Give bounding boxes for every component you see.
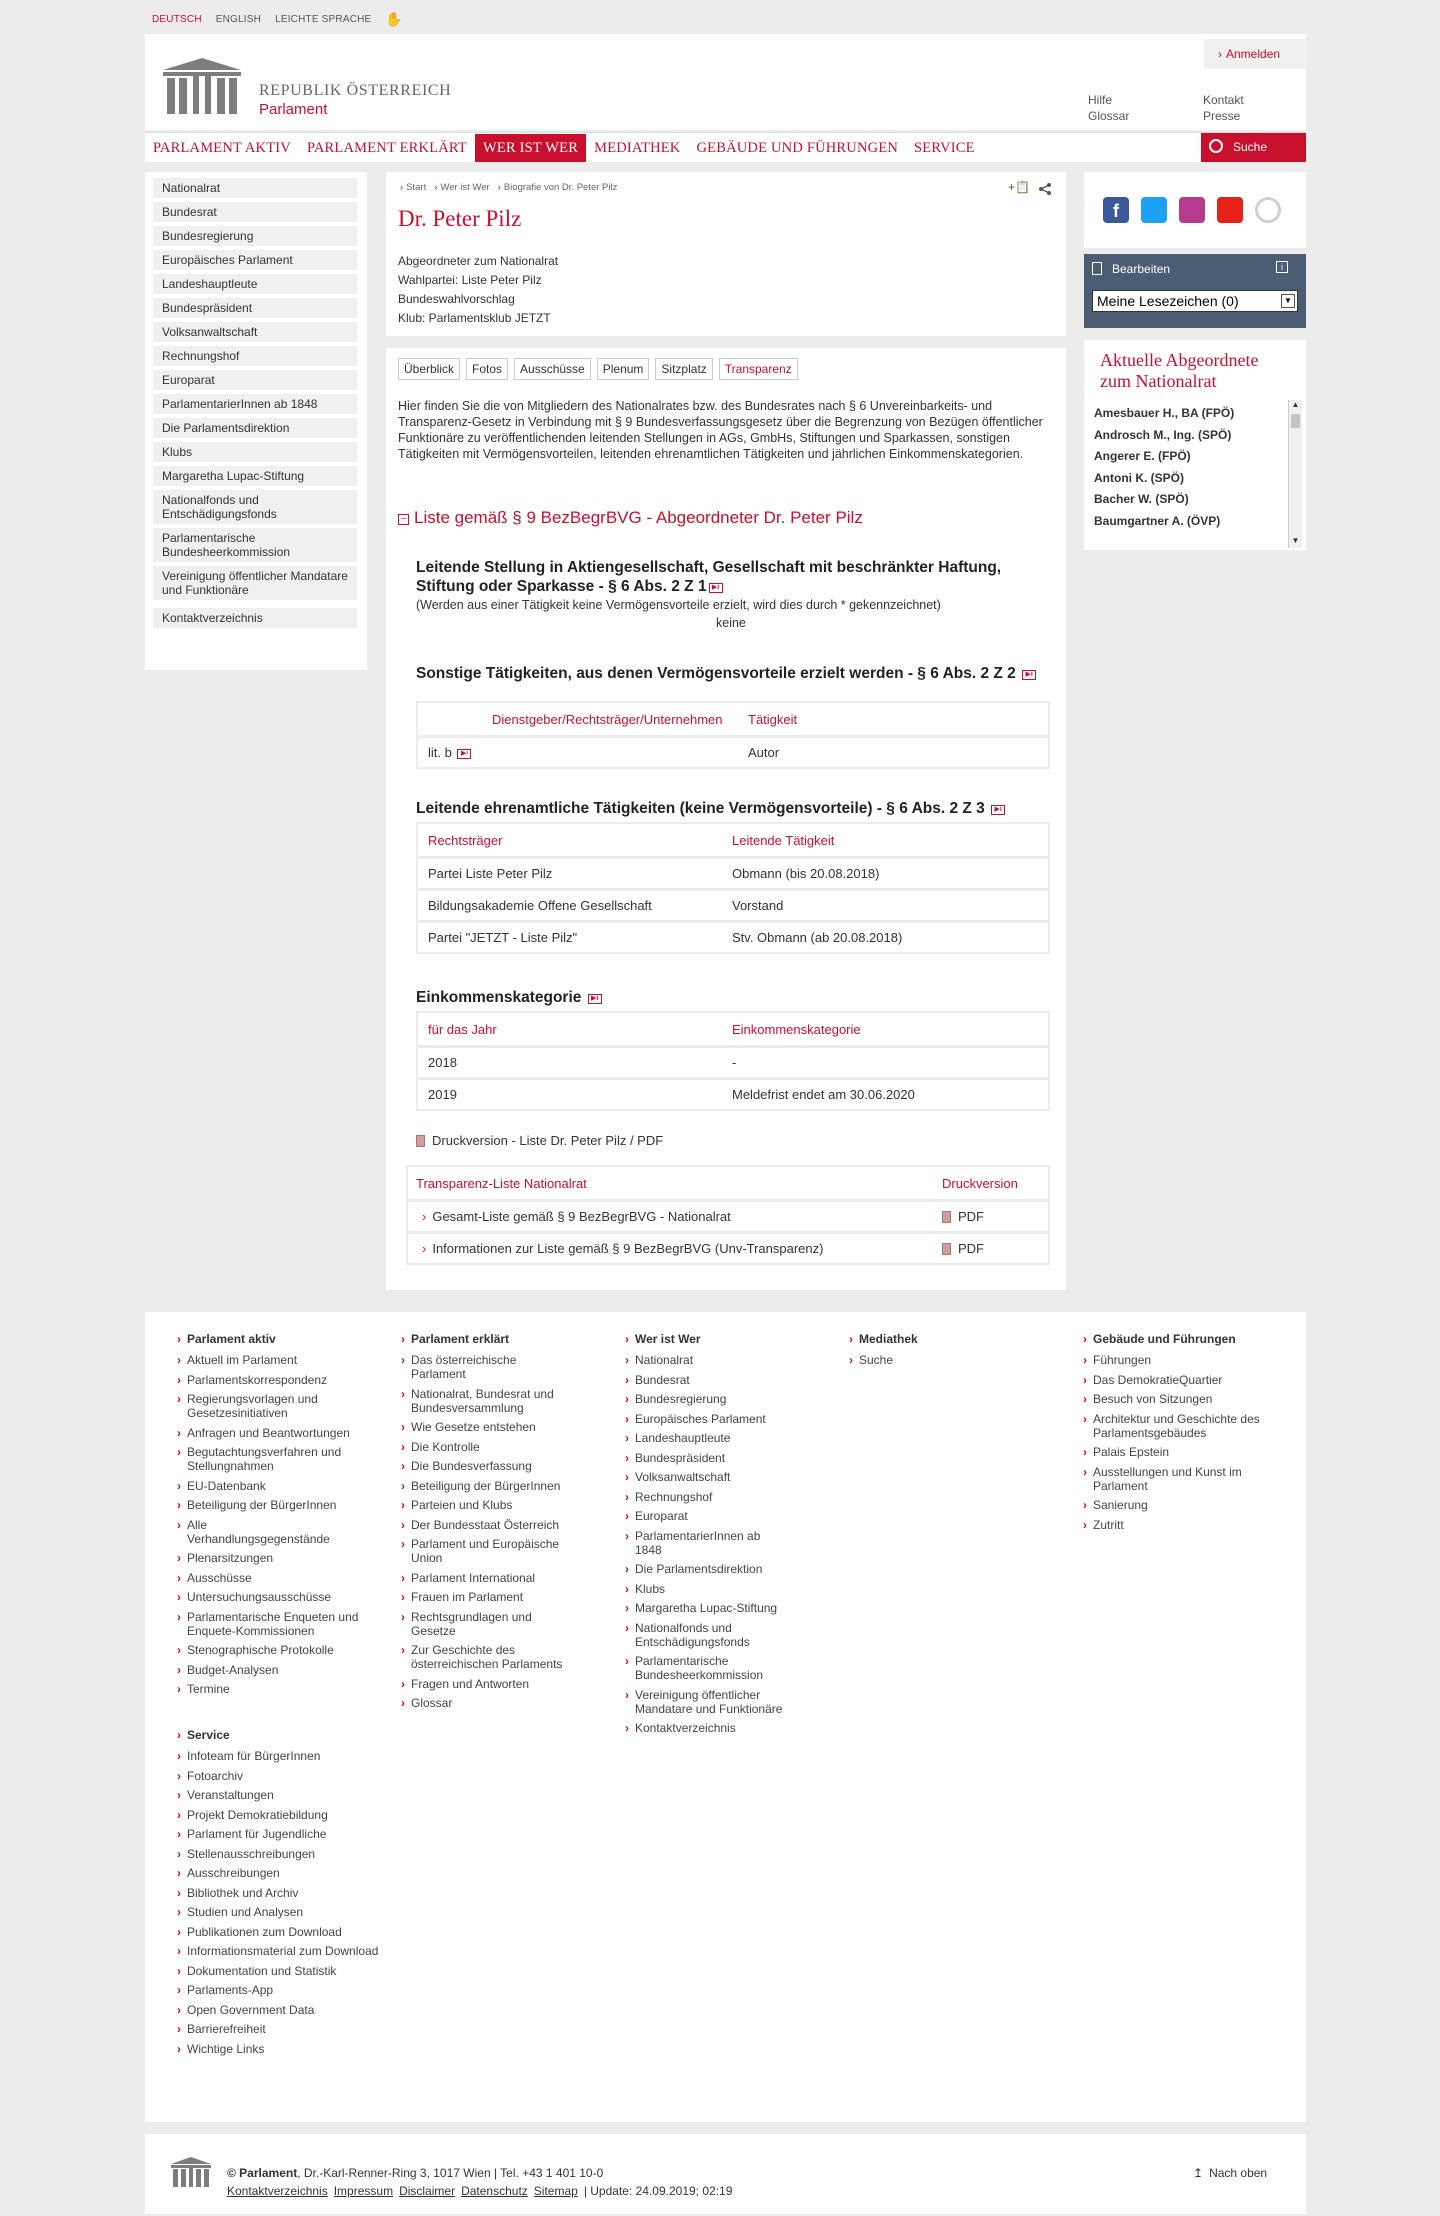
pdf-icon (942, 1243, 951, 1255)
footer-link[interactable]: › Regierungsvorlagen und Gesetzesinitiativen (187, 1392, 367, 1420)
ehrenamt-title: Leitende ehrenamtliche Tätigkeiten (keine Vermögensvorteile) - § 6 Abs. 2 Z 3 (416, 800, 985, 817)
page-title: Dr. Peter Pilz (398, 206, 522, 231)
pdf-link[interactable]: PDF (958, 1241, 984, 1256)
footer-link[interactable]: › Bundespräsident (635, 1451, 815, 1465)
footer-link[interactable]: › Budget-Analysen (187, 1663, 367, 1677)
sidebar-item-lupac[interactable]: Margaretha Lupac-Stiftung (153, 466, 357, 486)
footer-link[interactable]: › Publikationen zum Download (187, 1925, 367, 1939)
footer-address (227, 2166, 603, 2180)
help-links (1088, 92, 1129, 124)
footer-link[interactable]: › Beteiligung der BürgerInnen (187, 1498, 367, 1512)
members-list (1094, 403, 1284, 550)
table-row (418, 1045, 1048, 1077)
member-link[interactable]: Antoni K. (SPÖ) (1094, 470, 1184, 485)
sidebar-item-bundespraesident[interactable]: Bundespräsident (153, 298, 357, 318)
footer-col-parlament-aktiv (187, 1332, 379, 2061)
profile-tabs (398, 358, 798, 380)
press-link[interactable]: Presse (1203, 109, 1241, 123)
footer-link[interactable]: › Die Kontrolle (411, 1440, 591, 1454)
footer-link[interactable]: › Besuch von Sitzungen (1093, 1392, 1273, 1406)
breadcrumb-current: › Biografie von Dr. Peter Pilz (498, 182, 618, 193)
table-cell: Obmann (bis 20.08.2018) (732, 866, 880, 881)
table-header (418, 824, 1048, 856)
footer-link[interactable]: › Parlament und Europäische Union (411, 1537, 581, 1565)
person-details (398, 252, 558, 328)
leitende-stellung-note: (Werden aus einer Tätigkeit keine Vermögensvorteile erzielt, wird dies durch * gekennzeichnet) (416, 598, 941, 612)
footer-link[interactable]: › Projekt Demokratiebildung (187, 1808, 367, 1822)
member-link[interactable]: Androsch M., Ing. (SPÖ) (1094, 427, 1232, 442)
pdf-icon (942, 1211, 951, 1223)
table-cell: lit. b (428, 745, 452, 760)
footer-link[interactable]: › Fotoarchiv (187, 1769, 367, 1783)
footer-link[interactable]: › Termine (187, 1682, 367, 1696)
footer-link[interactable]: › Wichtige Links (187, 2042, 367, 2056)
footer-link[interactable]: › Alle Verhandlungsgegenstände (187, 1518, 347, 1546)
breadcrumb (400, 182, 617, 193)
table-cell: Partei "JETZT - Liste Pilz" (428, 930, 578, 945)
sonstige-table (416, 701, 1050, 769)
footer-link[interactable]: › Glossar (411, 1696, 591, 1710)
nav-mediathek[interactable]: MEDIATHEK (594, 139, 681, 156)
logo-title: REPUBLIK ÖSTERREICH (259, 82, 452, 99)
back-to-top-label: Nach oben (1209, 2166, 1268, 2180)
youtube-icon[interactable] (1217, 197, 1243, 223)
nav-parlament-aktiv[interactable]: PARLAMENT AKTIV (153, 139, 291, 156)
sidebar (145, 172, 367, 670)
parliament-logo-small-icon (169, 2156, 213, 2191)
twitter-icon[interactable] (1141, 197, 1167, 223)
address: , Dr.-Karl-Renner-Ring 3, 1017 Wien | Tel. +43 1 401 10-0 (297, 2166, 604, 2180)
footer-link[interactable]: › Vereinigung öffentlicher Mandatare und Funktionäre (635, 1688, 805, 1716)
footer-col-gebaeude (1093, 1332, 1273, 1537)
flickr-icon[interactable] (1255, 197, 1281, 223)
nav-wer-ist-wer[interactable]: WER IST WER (475, 134, 586, 162)
info-icon[interactable]: ▶i (991, 805, 1005, 815)
footer-link[interactable]: › Kontaktverzeichnis (635, 1721, 815, 1735)
breadcrumb-wer-ist-wer[interactable]: › Wer ist Wer (434, 182, 489, 193)
footer-link[interactable]: › Das österreichische Parlament (411, 1353, 551, 1381)
sidebar-item-vereinigung[interactable]: Vereinigung öffentlicher Mandatare und Funktionäre (153, 566, 357, 600)
bearbeiten-label[interactable]: Bearbeiten (1112, 262, 1171, 276)
footer-link[interactable]: › Rechnungshof (635, 1490, 815, 1504)
column-header: Einkommenskategorie (732, 1021, 861, 1037)
logo-subtitle: Parlament (259, 101, 328, 118)
language-bar (152, 11, 404, 28)
sidebar-item-parlamentsdirektion[interactable]: Die Parlamentsdirektion (153, 418, 357, 438)
member-link[interactable]: Baumgartner A. (ÖVP) (1094, 513, 1221, 528)
main-navigation (145, 132, 1306, 162)
table-header (408, 1167, 1048, 1199)
transparenz-table (406, 1165, 1050, 1265)
sidebar-item-bundesheerkommission[interactable]: Parlamentarische Bundesheerkommission (153, 528, 357, 562)
chevron-up-icon[interactable]: ▲ (1291, 400, 1300, 409)
sidebar-item-klubs[interactable]: Klubs (153, 442, 357, 462)
transparenz-link[interactable]: Informationen zur Liste gemäß § 9 BezBegrBVG (Unv-Transparenz) (432, 1241, 824, 1256)
sidebar-item-parlamentarier[interactable]: ParlamentarierInnen ab 1848 (153, 394, 357, 414)
footer-link[interactable]: › Stenographische Protokolle (187, 1643, 367, 1657)
members-scrollbar[interactable] (1288, 400, 1302, 548)
column-header: Tätigkeit (748, 711, 798, 727)
footer-link[interactable]: › Europäisches Parlament (635, 1412, 815, 1426)
instagram-icon[interactable] (1179, 197, 1205, 223)
main-content (386, 348, 1066, 1290)
tab-ausschuesse[interactable]: Ausschüsse (514, 358, 591, 380)
info-icon[interactable]: i (1276, 261, 1288, 273)
footer-link[interactable]: › Beteiligung der BürgerInnen (411, 1479, 591, 1493)
footer-link[interactable]: › Bundesrat (635, 1373, 815, 1387)
site-header (145, 34, 1306, 130)
contact-links (1203, 92, 1244, 124)
footer-link[interactable]: › Untersuchungsausschüsse (187, 1590, 367, 1604)
footer-link[interactable]: › Margaretha Lupac-Stiftung (635, 1601, 815, 1615)
person-card (386, 172, 1066, 336)
member-link[interactable]: Bacher W. (SPÖ) (1094, 492, 1189, 506)
footer-link[interactable]: › Ausschüsse (187, 1571, 367, 1585)
nav-gebaeude[interactable]: GEBÄUDE UND FÜHRUNGEN (696, 139, 899, 156)
copyright: © Parlament (227, 2166, 298, 2180)
footer-link[interactable]: › Volksanwaltschaft (635, 1470, 815, 1484)
info-icon[interactable]: ▶i (457, 749, 471, 759)
footer-link[interactable]: › Das DemokratieQuartier (1093, 1373, 1273, 1387)
breadcrumb-start[interactable]: › Start (400, 182, 426, 193)
footer-link[interactable]: › Bibliothek und Archiv (187, 1886, 367, 1900)
info-icon[interactable]: ▶i (1022, 670, 1036, 680)
nav-parlament-erklaert[interactable]: PARLAMENT ERKLÄRT (306, 139, 467, 156)
footer-col-title[interactable]: › Wer ist Wer (635, 1332, 815, 1346)
nav-service[interactable]: SERVICE (914, 139, 975, 156)
footer-link[interactable]: › Zutritt (1093, 1518, 1273, 1532)
table-cell: Partei Liste Peter Pilz (428, 866, 553, 881)
bookmarks-select[interactable] (1092, 290, 1298, 312)
footer-link[interactable]: › Parteien und Klubs (411, 1498, 591, 1512)
table-row (418, 1077, 1048, 1109)
lang-english[interactable]: ENGLISH (215, 14, 262, 25)
einkommen-title: Einkommenskategorie (416, 989, 582, 1006)
column-header: Druckversion (942, 1175, 1018, 1191)
table-row (418, 735, 1048, 767)
sidebar-item-europaeisches-parlament[interactable]: Europäisches Parlament (153, 250, 357, 270)
sonstige-heading (416, 664, 1046, 683)
table-cell: 2019 (428, 1087, 457, 1102)
disclaimer-link[interactable]: Disclaimer (399, 2184, 456, 2198)
scrollbar-thumb[interactable] (1291, 414, 1300, 428)
footer-link[interactable]: › Studien und Analysen (187, 1905, 367, 1919)
column-header: Transparenz-Liste Nationalrat (416, 1175, 587, 1191)
footer-col-title[interactable]: › Mediathek (859, 1332, 1039, 1346)
footer-link[interactable]: › EU-Datenbank (187, 1479, 367, 1493)
footer (145, 1312, 1306, 2122)
footer-link[interactable]: › Bundesregierung (635, 1392, 815, 1406)
sidebar-item-landeshauptleute[interactable]: Landeshauptleute (153, 274, 357, 294)
leitende-stellung-heading (416, 558, 1046, 596)
footer-link[interactable]: › Nationalrat (635, 1353, 815, 1367)
print-pdf-label: Druckversion - Liste Dr. Peter Pilz / PDF (432, 1133, 664, 1148)
footer-link[interactable]: › Die Bundesverfassung (411, 1459, 591, 1473)
person-role: Abgeordneter zum Nationalrat (398, 254, 559, 268)
footer-link[interactable]: › Anfragen und Beantwortungen (187, 1426, 367, 1440)
sidebar-item-nationalfonds[interactable]: Nationalfonds und Entschädigungsfonds (153, 490, 357, 524)
table-cell: Bildungsakademie Offene Gesellschaft (428, 898, 652, 913)
ehrenamt-heading (416, 799, 1056, 818)
einkommen-table (416, 1011, 1050, 1111)
sidebar-item-bundesregierung[interactable]: Bundesregierung (153, 226, 357, 246)
footer-col-title[interactable]: › Parlament aktiv (187, 1332, 367, 1346)
print-pdf-link[interactable] (416, 1133, 663, 1148)
footer-link[interactable]: › Nationalrat, Bundesrat und Bundesversammlung (411, 1387, 591, 1415)
sidebar-item-volksanwaltschaft[interactable]: Volksanwaltschaft (153, 322, 357, 342)
table-cell: Stv. Obmann (ab 20.08.2018) (732, 930, 903, 945)
pdf-icon (416, 1135, 425, 1147)
table-cell: Autor (748, 745, 780, 760)
collapse-icon[interactable]: – (398, 514, 409, 525)
table-row (418, 856, 1048, 888)
current-members-panel (1084, 340, 1306, 550)
footer-link[interactable]: › Barrierefreiheit (187, 2022, 367, 2036)
login-button[interactable]: › Anmelden (1204, 39, 1306, 69)
footer-link[interactable]: › Parlament für Jugendliche (187, 1827, 367, 1841)
sidebar-item-kontaktverzeichnis[interactable]: Kontaktverzeichnis (153, 608, 357, 628)
table-cell: 2018 (428, 1055, 457, 1070)
footer-link[interactable]: › Landeshauptleute (635, 1431, 815, 1445)
einkommen-heading (416, 988, 602, 1007)
bookmarks-panel (1084, 254, 1306, 328)
footer-link[interactable]: › Parlamentskorrespondenz (187, 1373, 367, 1387)
sidebar-item-nationalrat[interactable]: Nationalrat (153, 178, 357, 198)
table-row (418, 888, 1048, 920)
arrow-up-icon: ↥ (1193, 2166, 1204, 2180)
intro-text: Hier finden Sie die von Mitgliedern des Nationalrates bzw. des Bundesrates nach § 6 Unvereinbarkeits- und Transparenz-Gesetz in Verbindung mit § 9 Bundesverfassungsgesetz über die Begrenzung von Bezügen öffentlicher Funktionäre zu veröffentlichenden leitenden Stellungen in AGs, GmbHs, Stiftungen und Sparkassen, sonstigen Tätigkeiten mit Vermögensvorteilen, leitenden ehrenamtlichen Tätigkeiten und jährlichen Einkommenskategorien. (398, 399, 1043, 461)
search-label: Suche (1233, 140, 1268, 154)
kontaktverzeichnis-link[interactable]: Kontaktverzeichnis (227, 2184, 328, 2198)
footer-link[interactable]: › Ausschreibungen (187, 1866, 367, 1880)
table-cell: Vorstand (732, 898, 784, 913)
search-button[interactable] (1201, 133, 1306, 162)
search-icon (1209, 139, 1223, 153)
member-link[interactable]: Angerer E. (FPÖ) (1094, 449, 1191, 463)
footer-link[interactable]: › Klubs (635, 1582, 815, 1596)
footer-link[interactable]: › Veranstaltungen (187, 1788, 367, 1802)
glossary-link[interactable]: Glossar (1088, 109, 1130, 123)
footer-link[interactable]: › Rechtsgrundlagen und Gesetze (411, 1610, 561, 1638)
footer-link[interactable]: › Stellenausschreibungen (187, 1847, 367, 1861)
member-link[interactable]: Amesbauer H., BA (FPÖ) (1094, 406, 1235, 420)
contact-link[interactable]: Kontakt (1203, 93, 1244, 107)
footer-link[interactable]: › Führungen (1093, 1353, 1273, 1367)
table-header (418, 1013, 1048, 1045)
footer-link[interactable]: › Frauen im Parlament (411, 1590, 591, 1604)
footer-link[interactable]: › Europarat (635, 1509, 815, 1523)
footer-link[interactable]: › Wie Gesetze entstehen (411, 1420, 591, 1434)
footer-link[interactable]: › Parlament International (411, 1571, 591, 1585)
column-header: für das Jahr (428, 1021, 497, 1037)
footer-link[interactable]: › Fragen und Antworten (411, 1677, 591, 1691)
info-icon[interactable]: ▶i (588, 994, 602, 1004)
footer-link[interactable]: › Aktuell im Parlament (187, 1353, 367, 1367)
footer-col-title[interactable]: › Service (187, 1728, 367, 1742)
person-list: Bundeswahlvorschlag (398, 292, 515, 306)
tab-sitzplatz[interactable]: Sitzplatz (655, 358, 712, 380)
footer-link[interactable]: › Infoteam für BürgerInnen (187, 1749, 367, 1763)
ehrenamt-table (416, 822, 1050, 954)
footer-link[interactable]: › Dokumentation und Statistik (187, 1964, 367, 1978)
footer-link[interactable]: › Palais Epstein (1093, 1445, 1273, 1459)
info-icon[interactable]: ▶i (709, 583, 723, 593)
footer-link[interactable]: › ParlamentarierInnen ab 1848 (635, 1529, 775, 1557)
column-header: Rechtsträger (428, 832, 503, 848)
back-to-top-button[interactable] (1193, 2166, 1267, 2180)
footer-link[interactable]: › Die Parlamentsdirektion (635, 1562, 815, 1576)
table-cell: - (732, 1055, 737, 1070)
chevron-down-icon: ▼ (1281, 294, 1295, 308)
sidebar-item-bundesrat[interactable]: Bundesrat (153, 202, 357, 222)
sonstige-title: Sonstige Tätigkeiten, aus denen Vermögensvorteile erzielt werden - § 6 Abs. 2 Z 2 (416, 665, 1016, 682)
chevron-down-icon[interactable]: ▼ (1291, 536, 1300, 545)
footer-link[interactable]: › Informationsmaterial zum Download (187, 1944, 417, 1958)
footer-link[interactable]: › Begutachtungsverfahren und Stellungnahmen (187, 1445, 367, 1473)
footer-link[interactable]: › Ausstellungen und Kunst im Parlament (1093, 1465, 1273, 1493)
bookmarks-select-value: Meine Lesezeichen (0) (1097, 293, 1239, 309)
leitende-stellung-title: Leitende Stellung in Aktiengesellschaft, Gesellschaft mit beschränkter Haftung, Stiftung oder Sparkasse - § 6 Abs. 2 Z 1 (416, 559, 1002, 595)
current-members-title: Aktuelle Abgeordnete zum Nationalrat (1100, 350, 1259, 391)
footer-link[interactable]: › Der Bundesstaat Österreich (411, 1518, 591, 1532)
tab-transparenz[interactable]: Transparenz (719, 358, 798, 380)
pdf-link[interactable]: PDF (958, 1209, 984, 1224)
person-club: Klub: Parlamentsklub JETZT (398, 311, 551, 325)
column-header: Dienstgeber/Rechtsträger/Unternehmen (492, 711, 723, 727)
footer-link[interactable]: › Parlamentarische Enqueten und Enquete-Kommissionen (187, 1610, 367, 1638)
sign-language-icon[interactable]: ✋ (385, 11, 404, 27)
facebook-icon[interactable]: f (1103, 197, 1129, 223)
table-row: › Informationen zur Liste gemäß § 9 BezBegrBVG (Unv-Transparenz) PDF (408, 1231, 1048, 1263)
share-icon[interactable] (1038, 182, 1052, 199)
sidebar-item-europarat[interactable]: Europarat (153, 370, 357, 390)
table-row (418, 920, 1048, 952)
footer-col-title[interactable]: › Parlament erklärt (411, 1332, 591, 1346)
section-header[interactable] (398, 508, 863, 528)
leitende-stellung-value: keine (716, 616, 746, 630)
footer-link[interactable]: › Architektur und Geschichte des Parlamentsgebäudes (1093, 1412, 1273, 1440)
lang-deutsch[interactable]: DEUTSCH (152, 14, 202, 25)
datenschutz-link[interactable]: Datenschutz (461, 2184, 528, 2198)
tab-ueberblick[interactable]: Überblick (398, 358, 460, 380)
bottom-bar (145, 2134, 1306, 2214)
login-label: Anmelden (1226, 47, 1281, 61)
footer-link[interactable]: › Open Government Data (187, 2003, 367, 2017)
transparenz-link[interactable]: Gesamt-Liste gemäß § 9 BezBegrBVG - Nationalrat (432, 1209, 731, 1224)
footer-link[interactable]: › Parlaments-App (187, 1983, 367, 1997)
footer-link[interactable]: › Parlamentarische Bundesheerkommission (635, 1654, 815, 1682)
section-title: Liste gemäß § 9 BezBegrBVG - Abgeordneter Dr. Peter Pilz (414, 508, 863, 527)
update-date: | Update: 24.09.2019; 02:19 (583, 2184, 733, 2198)
footer-link[interactable]: › Plenarsitzungen (187, 1551, 367, 1565)
footer-col-mediathek (859, 1332, 1039, 1373)
help-link[interactable]: Hilfe (1088, 93, 1113, 107)
footer-link[interactable]: › Nationalfonds und Entschädigungsfonds (635, 1621, 815, 1649)
parliament-logo-icon[interactable] (159, 56, 245, 116)
bookmark-add-icon[interactable]: +📋 (1008, 180, 1030, 194)
table-row: › Gesamt-Liste gemäß § 9 BezBegrBVG - Nationalrat PDF (408, 1199, 1048, 1231)
social-links (1084, 172, 1306, 248)
footer-link[interactable]: › Zur Geschichte des österreichischen Parlaments (411, 1643, 591, 1671)
footer-legal-links (227, 2184, 732, 2198)
lang-leichte-sprache[interactable]: LEICHTE SPRACHE (275, 14, 372, 25)
tab-plenum[interactable]: Plenum (597, 358, 650, 380)
tab-fotos[interactable]: Fotos (466, 358, 508, 380)
column-header: Leitende Tätigkeit (732, 832, 835, 848)
bookmark-icon (1092, 262, 1102, 275)
footer-col-title[interactable]: › Gebäude und Führungen (1093, 1332, 1273, 1346)
footer-link[interactable]: › Suche (859, 1353, 1039, 1367)
footer-col-wer-ist-wer (635, 1332, 815, 1741)
impressum-link[interactable]: Impressum (333, 2184, 394, 2198)
person-party: Wahlpartei: Liste Peter Pilz (398, 273, 542, 287)
footer-col-parlament-erklaert (411, 1332, 591, 1716)
sitemap-link[interactable]: Sitemap (533, 2184, 578, 2198)
table-cell: Meldefrist endet am 30.06.2020 (732, 1087, 915, 1102)
footer-link[interactable]: › Sanierung (1093, 1498, 1273, 1512)
table-header (418, 703, 1048, 735)
sidebar-item-rechnungshof[interactable]: Rechnungshof (153, 346, 357, 366)
